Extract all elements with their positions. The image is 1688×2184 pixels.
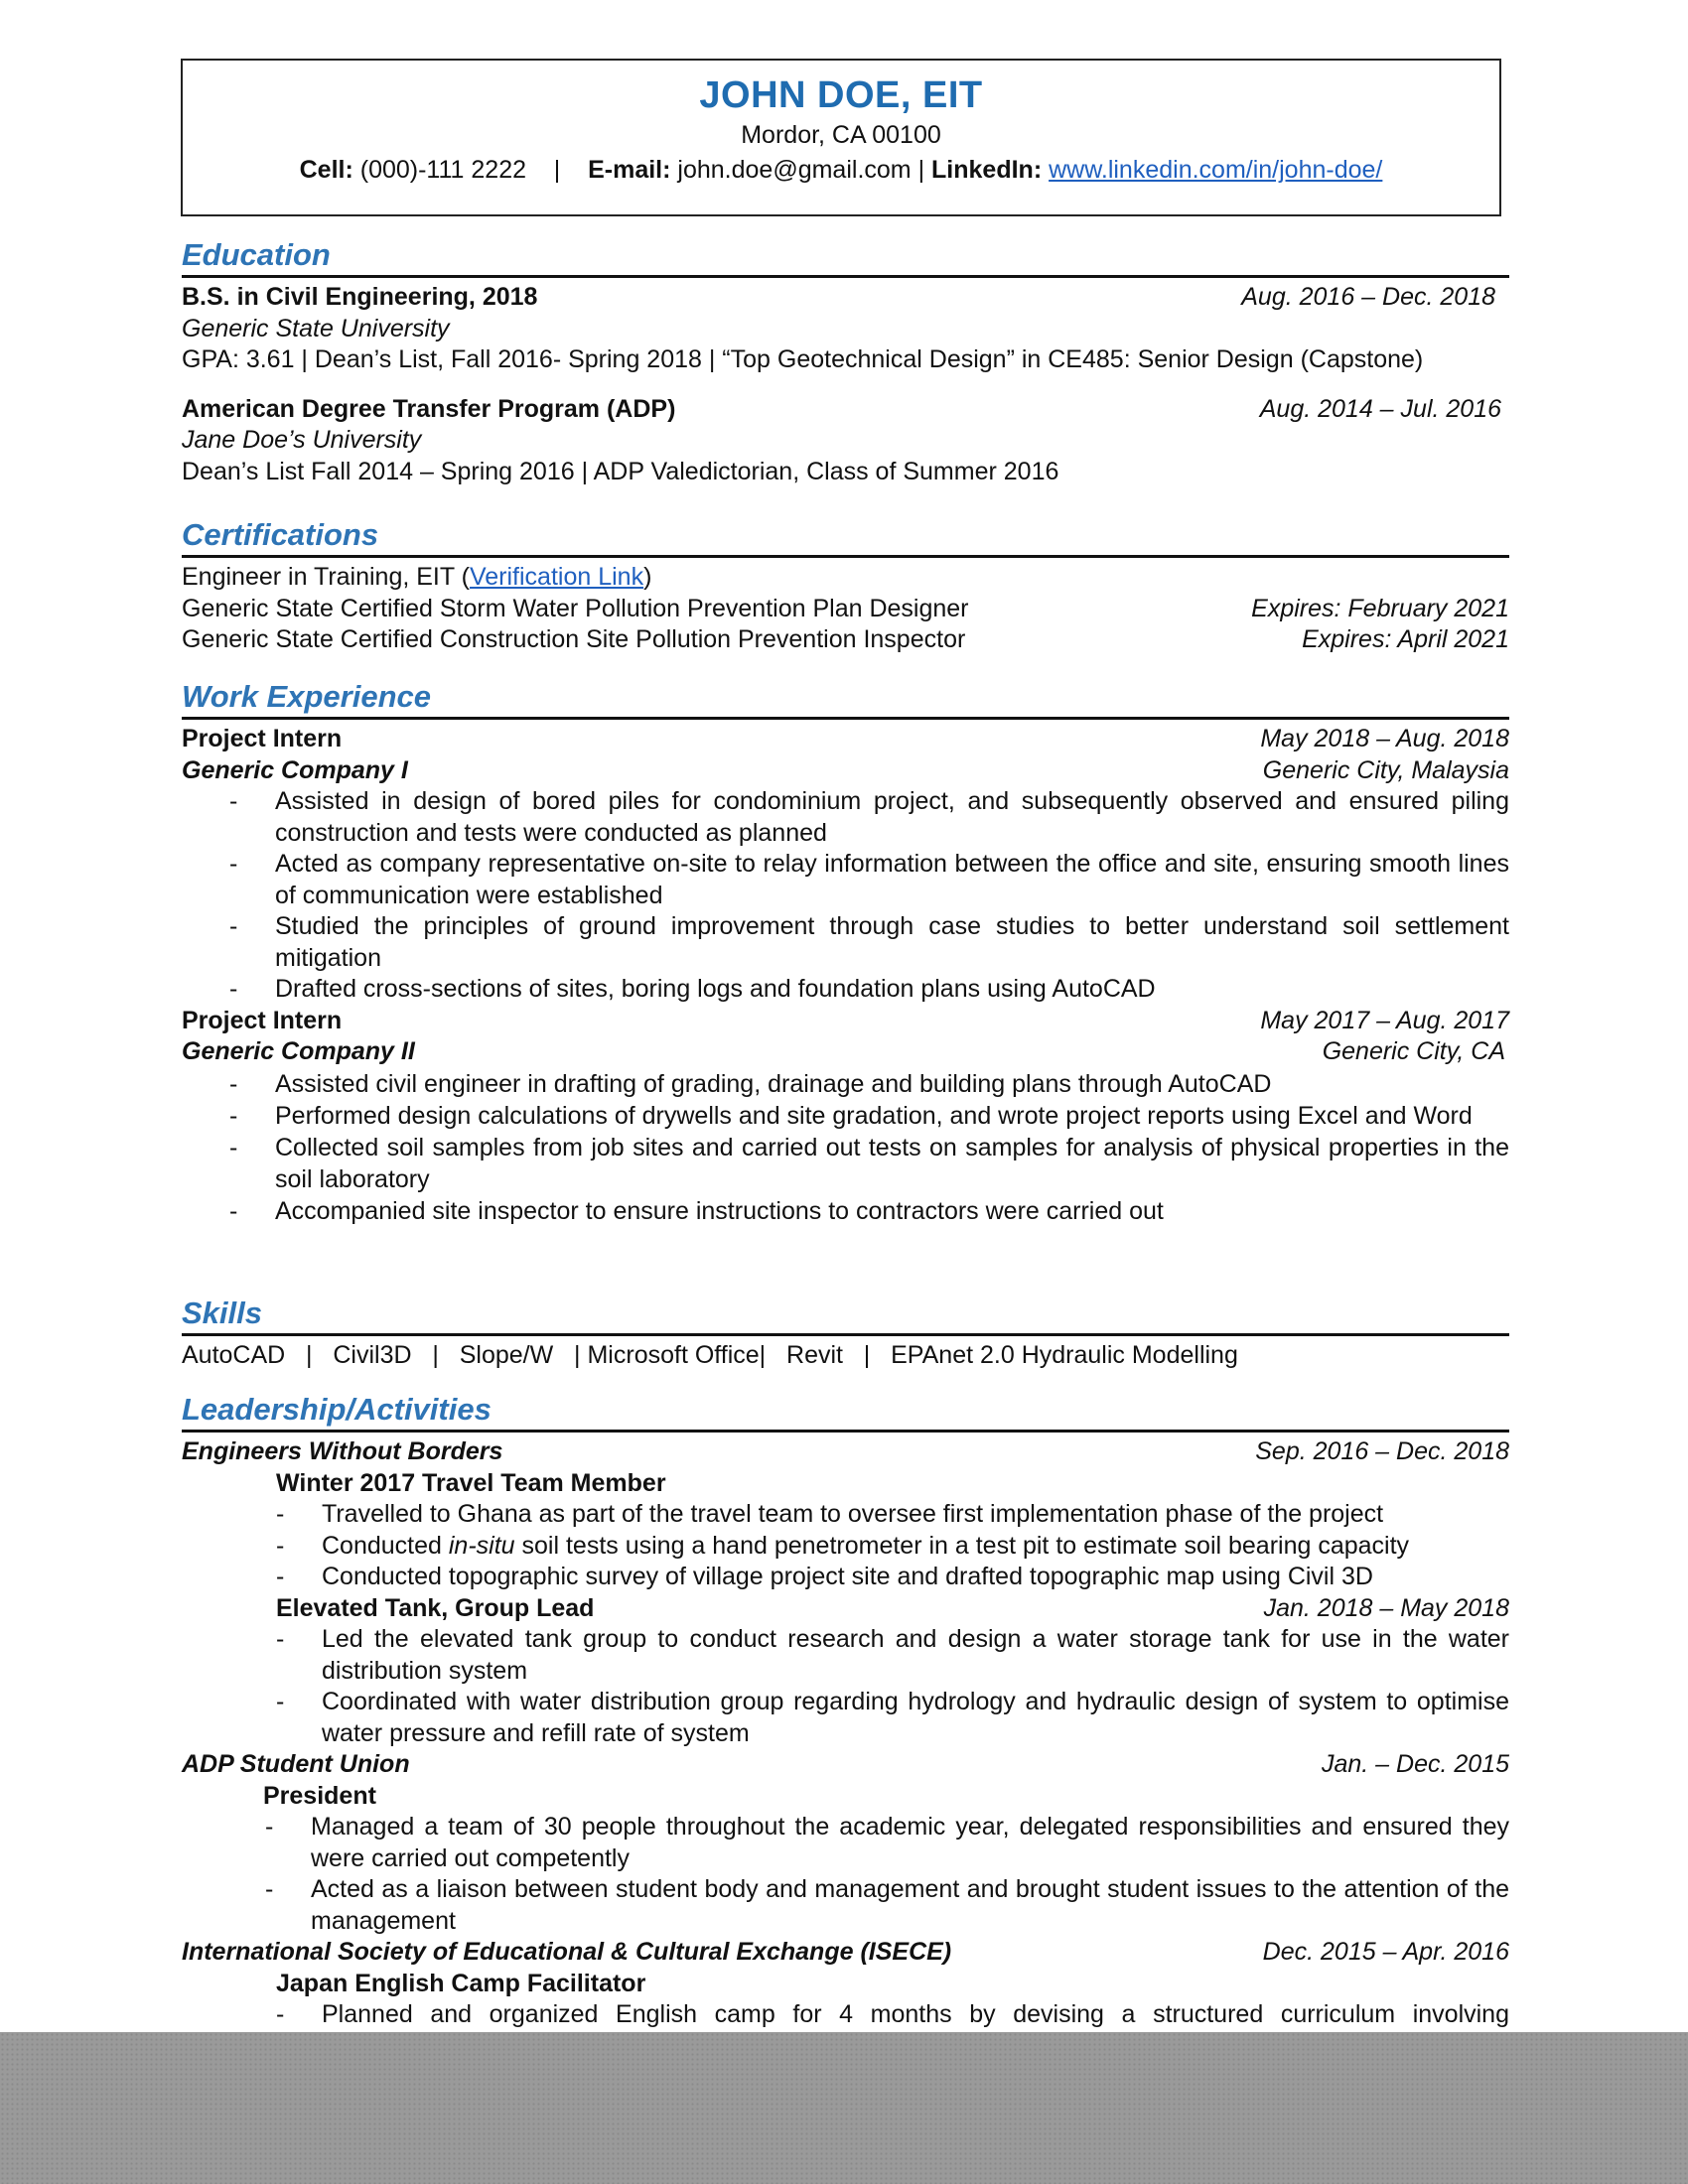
bullet-text: Acted as company representative on-site to relay information between the office and site, ensuring smooth lines of communication were established — [275, 850, 1509, 909]
leadership-section — [182, 1390, 1509, 2031]
bullet-text: soil tests using a hand penetrometer in a test pit to estimate soil bearing capacity — [514, 1531, 1410, 1560]
work-experience-section — [182, 677, 1509, 1227]
list-item — [265, 1874, 1509, 1937]
dash: - — [229, 975, 238, 1003]
education-details: Dean’s List Fall 2014 – Spring 2016 | ADP Valedictorian, Class of Summer 2016 — [182, 457, 1059, 485]
verification-link[interactable]: Verification Link — [469, 563, 644, 591]
section-title: Leadership/Activities — [182, 1392, 492, 1427]
activity-role: Elevated Tank, Group Lead — [276, 1593, 595, 1622]
dash: - — [229, 850, 238, 878]
school: Jane Doe’s University — [182, 426, 422, 454]
bullet-text: Coordinated with water distribution group regarding hydrology and hydraulic design of system to optimise water pressure and refill rate of system — [322, 1688, 1509, 1747]
certification-name: Generic State Certified Construction Site Pollution Prevention Inspector — [182, 625, 966, 653]
list-item — [265, 1812, 1509, 1874]
activity-header — [182, 1937, 1509, 1969]
dash: - — [265, 1813, 274, 1841]
activity-dates: Jan. 2018 – May 2018 — [1263, 1593, 1509, 1622]
bullet-text: Drafted cross-sections of sites, boring logs and foundation plans using AutoCAD — [275, 975, 1156, 1003]
contact-line — [183, 156, 1499, 185]
job-dates: May 2017 – Aug. 2017 — [1260, 1006, 1509, 1034]
activity-dates: Dec. 2015 – Apr. 2016 — [1262, 1938, 1509, 1966]
activity-header — [182, 1749, 1509, 1781]
email-address: john.doe@gmail.com — [677, 156, 912, 184]
activity-header — [182, 1436, 1509, 1468]
cell-label: Cell: — [299, 156, 353, 184]
skills-section — [182, 1294, 1509, 1372]
list-item — [229, 849, 1509, 911]
certifications-section — [182, 515, 1509, 656]
list-item — [276, 1531, 1509, 1563]
linkedin-link[interactable]: www.linkedin.com/in/john-doe/ — [1049, 156, 1383, 184]
dash: - — [229, 787, 238, 815]
job-dates: May 2018 – Aug. 2018 — [1260, 725, 1509, 752]
viewer-background — [0, 2032, 1688, 2184]
expiry-date: Expires: February 2021 — [1251, 594, 1509, 622]
bullet-text: Planned and organized English camp for 4 months by devising a structured curriculum involving — [322, 2000, 1509, 2028]
company-location: Generic City, CA — [1322, 1037, 1505, 1065]
separator: | — [553, 156, 561, 184]
bullet-text: Managed a team of 30 people throughout the academic year, delegated responsibilities and ensured they were carried out competently — [311, 1813, 1509, 1872]
degree: B.S. in Civil Engineering, 2018 — [182, 283, 538, 311]
bullet-text: Accompanied site inspector to ensure instructions to contractors were carried out — [275, 1196, 1164, 1225]
section-divider — [182, 555, 1509, 558]
certification-name: Engineer in Training, EIT ( — [182, 563, 470, 591]
education-entry-header — [182, 394, 1509, 426]
activity-bullets — [182, 1812, 1509, 1937]
activity-role: Winter 2017 Travel Team Member — [276, 1468, 666, 1497]
dash: - — [229, 1069, 238, 1098]
dash: - — [276, 1500, 285, 1528]
dates: Aug. 2016 – Dec. 2018 — [1241, 283, 1495, 311]
bullet-text: Studied the principles of ground improvement through case studies to better understand soil settlement mitigation — [275, 912, 1509, 972]
section-divider — [182, 717, 1509, 720]
section-divider — [182, 275, 1509, 278]
company-location: Generic City, Malaysia — [1262, 755, 1509, 784]
dash: - — [229, 1196, 238, 1225]
list-item — [276, 1562, 1509, 1593]
section-title: Education — [182, 237, 331, 272]
job-header — [182, 1006, 1509, 1037]
section-divider — [182, 1333, 1509, 1336]
email-label: E-mail: — [588, 156, 671, 184]
job-role: Project Intern — [182, 725, 343, 752]
organization-name: International Society of Educational & Cultural Exchange (ISECE) — [182, 1938, 952, 1966]
dash: - — [276, 1688, 285, 1715]
bullet-text: Assisted civil engineer in drafting of grading, drainage and building plans through AutoCAD — [275, 1069, 1272, 1098]
bullet-text: Conducted — [322, 1531, 449, 1560]
activity-dates: Jan. – Dec. 2015 — [1321, 1750, 1509, 1778]
applicant-name: JOHN DOE, EIT — [699, 74, 983, 116]
dash: - — [229, 1133, 238, 1161]
paren: ) — [643, 563, 652, 591]
dash: - — [265, 1875, 274, 1903]
bullet-text: Conducted topographic survey of village project site and drafted topographic map using Civil 3D — [322, 1563, 1373, 1590]
list-item — [276, 1624, 1509, 1687]
list-item — [229, 911, 1509, 974]
organization-name: Engineers Without Borders — [182, 1437, 503, 1465]
list-item — [276, 1999, 1509, 2031]
address: Mordor, CA 00100 — [741, 121, 941, 149]
job-company-line — [182, 755, 1509, 787]
list-item — [229, 1068, 1509, 1100]
job-bullets — [182, 786, 1509, 1006]
school: Generic State University — [182, 314, 450, 342]
activity-role: President — [263, 1781, 376, 1810]
section-title: Work Experience — [182, 679, 431, 714]
expiry-date: Expires: April 2021 — [1302, 625, 1509, 653]
dash: - — [276, 1563, 285, 1590]
activity-bullets — [182, 1624, 1509, 1749]
certification-item — [182, 624, 1509, 656]
skills-list: AutoCAD | Civil3D | Slope/W | Microsoft Office| Revit | EPAnet 2.0 Hydraulic Modelling — [182, 1341, 1238, 1369]
bullet-text: Collected soil samples from job sites and carried out tests on samples for analysis of physical properties in the soil laboratory — [275, 1133, 1509, 1193]
job-bullets — [182, 1068, 1509, 1227]
dash: - — [229, 1101, 238, 1130]
dash: - — [276, 1531, 285, 1560]
certification-name: Generic State Certified Storm Water Pollution Prevention Plan Designer — [182, 594, 969, 622]
list-item — [229, 1100, 1509, 1132]
activity-bullets — [182, 1499, 1509, 1593]
activity-role: Japan English Camp Facilitator — [276, 1969, 646, 1997]
organization-name: ADP Student Union — [182, 1750, 410, 1778]
job-company-line — [182, 1036, 1509, 1068]
education-entry-header — [182, 282, 1509, 314]
certification-item — [182, 562, 1509, 594]
list-item — [229, 974, 1509, 1006]
section-title: Skills — [182, 1296, 262, 1330]
list-item — [276, 1499, 1509, 1531]
bullet-text: Led the elevated tank group to conduct research and design a water storage tank for use in the water distribution system — [322, 1625, 1509, 1685]
list-item — [229, 1132, 1509, 1195]
company-name: Generic Company I — [182, 755, 408, 784]
education-details: GPA: 3.61 | Dean’s List, Fall 2016- Spring 2018 | “Top Geotechnical Design” in CE485: Senior Design (Capstone) — [182, 345, 1424, 373]
dash: - — [229, 912, 238, 940]
bullet-text: Assisted in design of bored piles for condominium project, and subsequently observed and ensured piling construction and tests were conducted as planned — [275, 787, 1509, 847]
company-name: Generic Company II — [182, 1037, 415, 1065]
dash: - — [276, 2000, 285, 2028]
dates: Aug. 2014 – Jul. 2016 — [1259, 394, 1501, 423]
activity-bullets — [182, 1999, 1509, 2031]
header-box — [181, 59, 1501, 216]
activity-dates: Sep. 2016 – Dec. 2018 — [1255, 1437, 1509, 1465]
linkedin-label: LinkedIn: — [931, 156, 1043, 184]
bullet-text: Acted as a liaison between student body and management and brought student issues to the attention of the management — [311, 1875, 1509, 1935]
degree: American Degree Transfer Program (ADP) — [182, 394, 676, 423]
job-header — [182, 724, 1509, 755]
cell-number: (000)-111 2222 — [359, 156, 526, 184]
job-role: Project Intern — [182, 1006, 343, 1034]
dash: - — [276, 1625, 285, 1653]
bullet-text: Travelled to Ghana as part of the travel team to oversee first implementation phase of the project — [322, 1500, 1384, 1528]
certification-item — [182, 594, 1509, 625]
list-item — [229, 786, 1509, 849]
list-item — [276, 1687, 1509, 1749]
section-title: Certifications — [182, 517, 379, 552]
education-section — [182, 235, 1509, 487]
bullet-text: Performed design calculations of drywells and site gradation, and wrote project reports using Excel and Word — [275, 1101, 1473, 1130]
list-item — [229, 1195, 1509, 1227]
bullet-emphasis: in-situ — [448, 1531, 515, 1560]
section-divider — [182, 1430, 1509, 1433]
separator: | — [917, 156, 925, 184]
activity-role-line — [182, 1593, 1509, 1625]
